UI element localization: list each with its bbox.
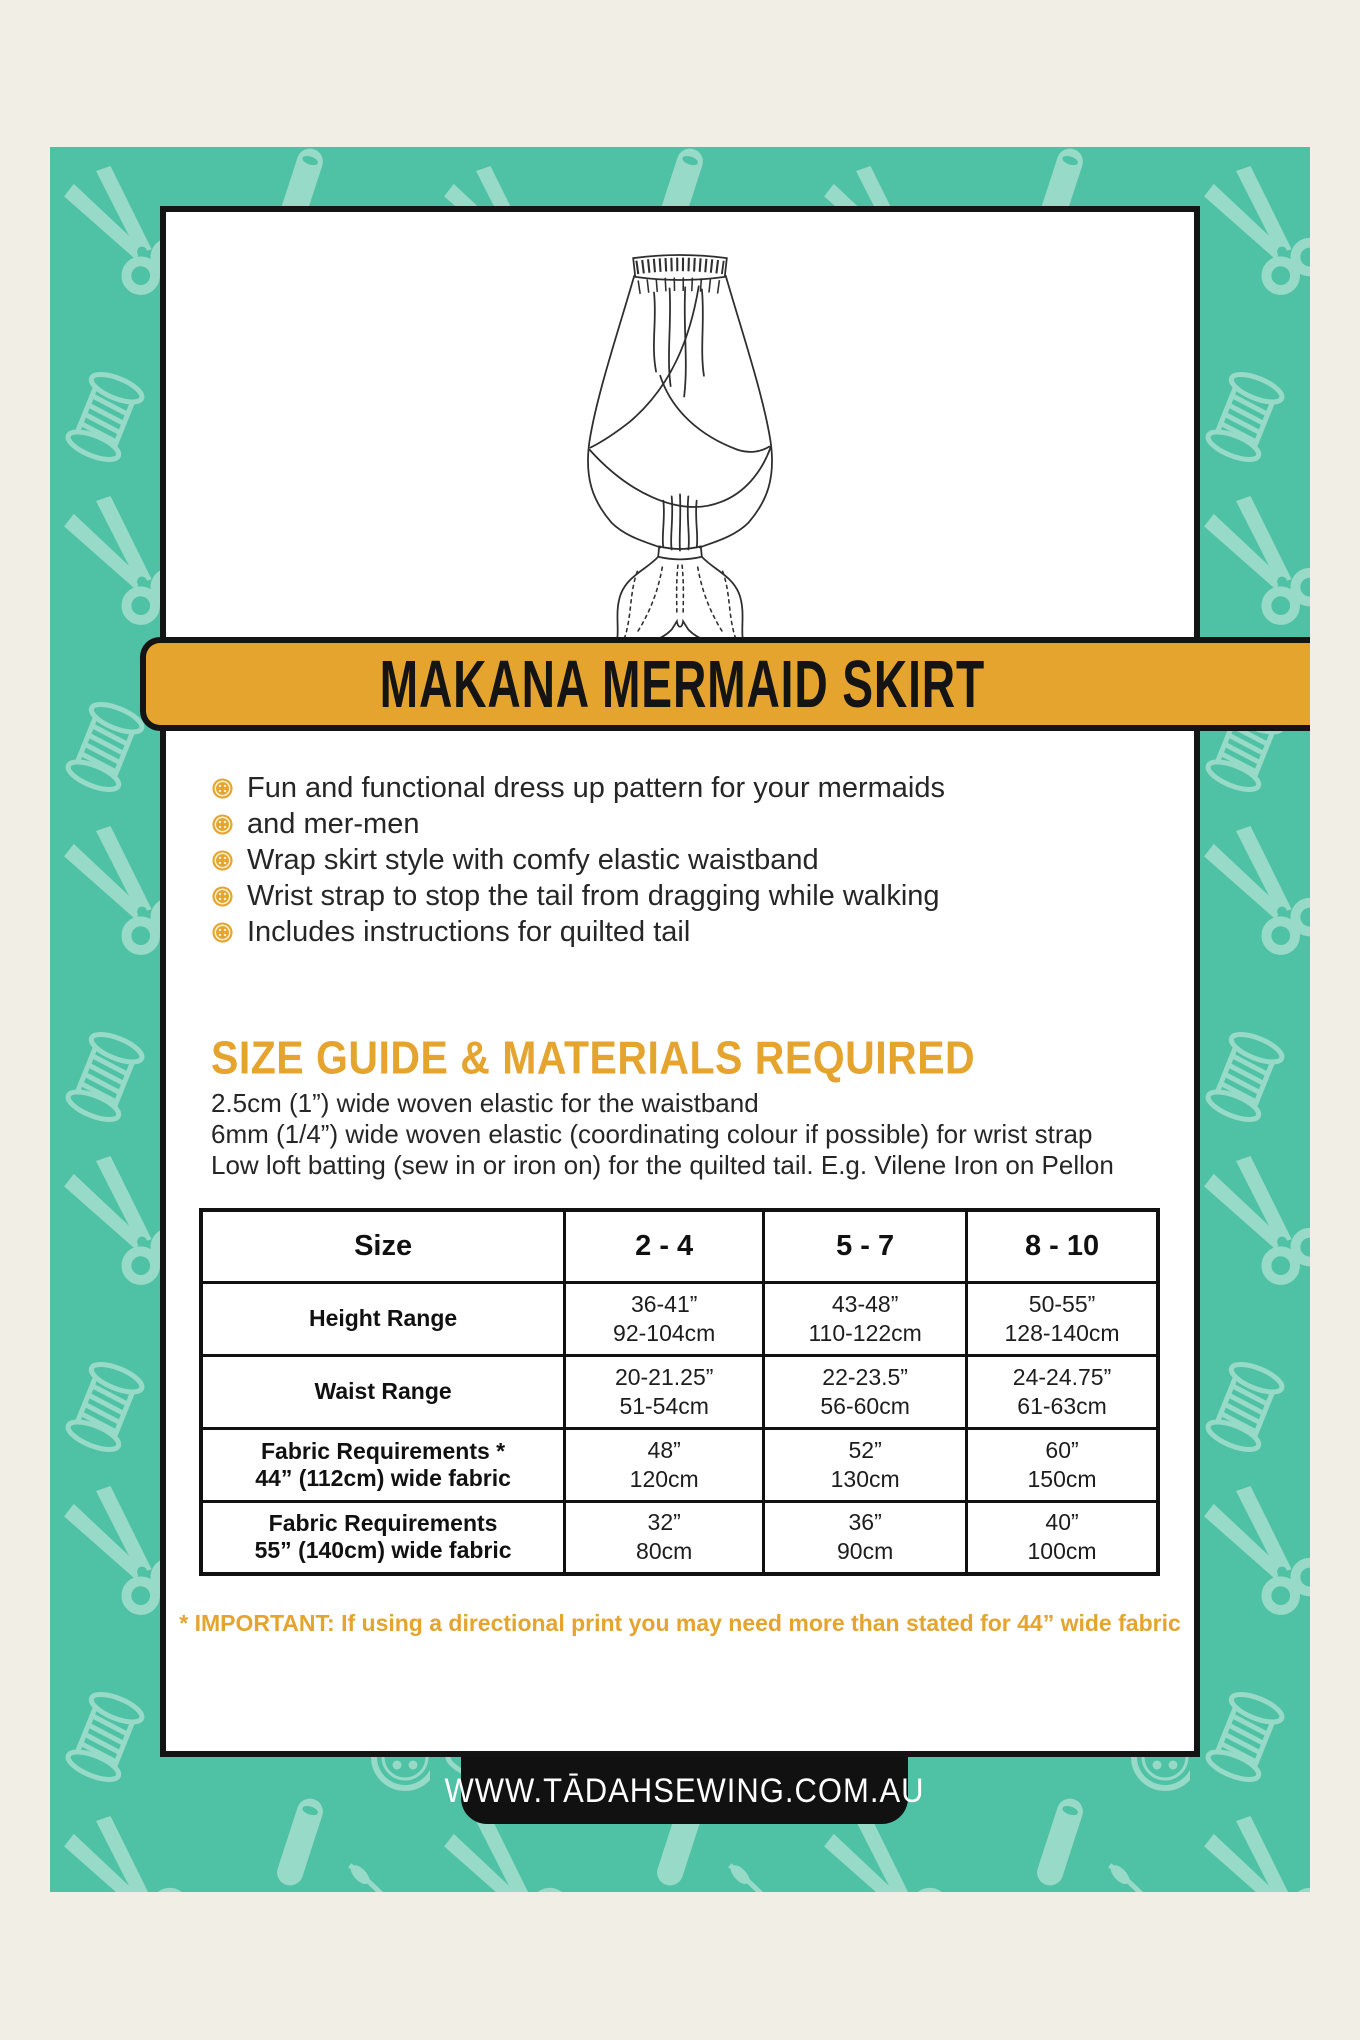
feature-text: Wrap skirt style with comfy elastic waistband — [247, 844, 819, 876]
row-label: Fabric Requirements 55” (140cm) wide fabric — [201, 1501, 565, 1574]
table-cell: 20-21.25” 51-54cm — [565, 1355, 764, 1428]
col-header-size-8-10: 8 - 10 — [967, 1210, 1158, 1282]
table-cell: 43-48” 110-122cm — [764, 1282, 967, 1355]
material-line: 2.5cm (1”) wide woven elastic for the waistband — [211, 1088, 759, 1118]
feature-item — [211, 806, 1161, 842]
material-line: 6mm (1/4”) wide woven elastic (coordinating colour if possible) for wrist strap — [211, 1119, 1093, 1149]
table-cell: 50-55” 128-140cm — [967, 1282, 1158, 1355]
feature-item — [211, 770, 1161, 806]
table-cell: 60” 150cm — [967, 1428, 1158, 1501]
mermaid-skirt-illustration — [555, 228, 805, 665]
button-bullet-icon — [211, 885, 234, 908]
feature-text: and mer-men — [247, 808, 420, 840]
row-label: Fabric Requirements * 44” (112cm) wide fabric — [201, 1428, 565, 1501]
button-bullet-icon — [211, 849, 234, 872]
col-header-size-5-7: 5 - 7 — [764, 1210, 967, 1282]
page-title: MAKANA MERMAID SKIRT — [379, 646, 985, 722]
important-note: * IMPORTANT: If using a directional print you may need more than stated for 44” wide fabric — [179, 1610, 1181, 1636]
table-cell: 22-23.5” 56-60cm — [764, 1355, 967, 1428]
button-bullet-icon — [211, 777, 234, 800]
size-guide-heading: SIZE GUIDE & MATERIALS REQUIRED — [211, 1032, 976, 1084]
feature-item — [211, 878, 1161, 914]
table-cell: 32” 80cm — [565, 1501, 764, 1574]
table-header-row — [201, 1210, 1158, 1282]
button-bullet-icon — [211, 813, 234, 836]
row-label: Waist Range — [201, 1355, 565, 1428]
footer-url-bar — [444, 1757, 925, 1824]
material-line: Low loft batting (sew in or iron on) for the quilted tail. E.g. Vilene Iron on Pellon — [211, 1150, 1114, 1180]
button-bullet-icon — [211, 921, 234, 944]
website-url: WWW.TĀDAHSEWING.COM.AU — [444, 1770, 925, 1810]
table-row-waist-range — [201, 1355, 1158, 1428]
feature-text: Includes instructions for quilted tail — [247, 916, 691, 948]
feature-text: Fun and functional dress up pattern for your mermaids — [247, 772, 945, 804]
col-header-size: Size — [201, 1210, 565, 1282]
table-cell: 36-41” 92-104cm — [565, 1282, 764, 1355]
table-row-height-range — [201, 1282, 1158, 1355]
feature-text: Wrist strap to stop the tail from dragging while walking — [247, 880, 940, 912]
materials-list — [211, 1088, 1171, 1181]
feature-item — [211, 842, 1161, 878]
table-cell: 36” 90cm — [764, 1501, 967, 1574]
feature-item — [211, 914, 1161, 950]
table-row-fabric-44 — [201, 1428, 1158, 1501]
col-header-size-2-4: 2 - 4 — [565, 1210, 764, 1282]
feature-list — [211, 770, 1161, 950]
table-cell: 52” 130cm — [764, 1428, 967, 1501]
row-label: Height Range — [201, 1282, 565, 1355]
title-banner — [140, 637, 1310, 731]
pattern-info-card — [160, 206, 1200, 1757]
table-cell: 24-24.75” 61-63cm — [967, 1355, 1158, 1428]
table-cell: 40” 100cm — [967, 1501, 1158, 1574]
size-table — [199, 1208, 1160, 1576]
table-cell: 48” 120cm — [565, 1428, 764, 1501]
table-row-fabric-55 — [201, 1501, 1158, 1574]
